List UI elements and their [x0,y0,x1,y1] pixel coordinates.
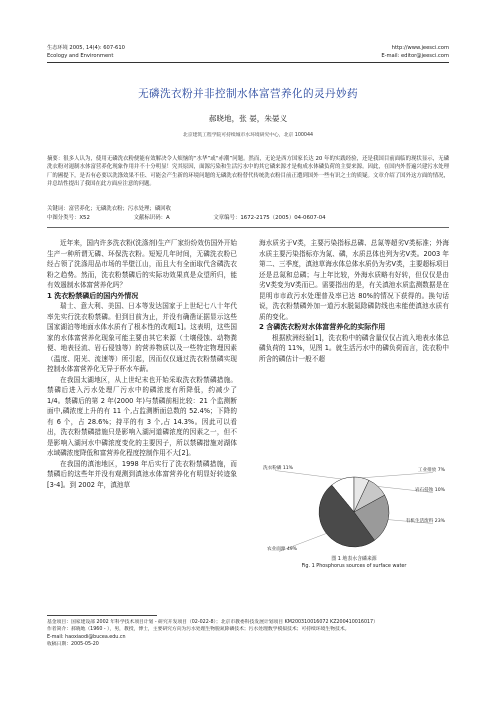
keywords: 关键词：富营养化；无磷洗衣粉；污水处理；磷回收 [47,206,171,212]
paragraph: 海水质劣于Ⅴ类，主要污染指标总磷、总氮等超劣Ⅴ类标准；外海水质主要污染指标亦为氮、磷，水质总体也列为劣Ⅴ类。2003 年第二、三季度，滇池草海水体总体水质仍为劣Ⅴ类，主要超标项目还是总氮和总磷；与上年比较，外海水质略有好转，但仅仅是由劣Ⅴ类变为Ⅴ类而已。需要指出的是，有关滇池水质监测数据是在昆明市市政污水处理普及率已达 80%的情况下获得的。换句话说，洗衣粉禁磷外加一道污水脱氮除磷防线也未能使滇池水质有质的变化。 [259,239,449,321]
figure-caption [259,556,449,569]
header-divider [47,62,449,63]
paragraph: 根据欧洲经验[1]，洗衣粉中的磷含量仅仅占流入地表水体总磷负荷的 11%，见图 1。就生活污水中的磷负荷而言，洗衣粉中所含的磷估计一般不超 [259,333,449,363]
footnotes [47,619,449,649]
section-heading-1: 1 洗衣粉禁磷后的国内外情况 [47,291,139,300]
received-date: 收稿日期：2005-05-20 [47,642,99,648]
pie-label-1: 洗衣粉磷 11% [263,466,294,471]
right-column [259,238,449,364]
journal-citation-cn: 生态环境 2005, 14(4): 607-610 [47,45,125,51]
article-number: 文章编号：1672-2175（2005）04-0607-04 [213,215,326,221]
footnote-divider [47,615,157,616]
abstract-divider [47,227,449,228]
paragraph: 瑞士、意大利、美国、日本等发达国家于上世纪七八十年代率先实行洗衣粉禁磷。但到目前为止，并没有确凿证据显示这些国家湖泊等地面水体水质有了根本性的改观[1]。这表明，这些国家的水体富营养化现象可能主要由其它来源（土壤侵蚀、动物粪便、地表径流、岩石侵蚀等）的营养物质以及一些特定物理因素（温度、阳光、流速等）所引起，因而仅仅通过洗衣粉禁磷实现控制水体富营养化无异于杯水车薪。 [47,302,237,373]
pie-label-4: 有机生活废料 23% [405,519,445,524]
author-note: 作者简介：郝晓地（1960 - ），男，教授，博士，主要研究方向为污水处理生物脱氮除磷技术；污水处理数学模拟技术；可持续环境生物技术。 [47,627,350,633]
abstract: 摘要：很多人认为，使用无磷洗衣粉便能有效解决令人烦恼的“水华”或“赤潮”问题。然而，无论是西方国家长达 20 年的实践经验，还是我国目前面临的现状显示，无磷洗衣粉对遏制水体富营养化现象作用并不十分明显！究其原因，面源污染和生活污水中的其它磷来源才是构成水体磷负荷的主要来源。因此，在国内外普遍兴建污水处理厂的國提下，是否有必要以洗涤效果不佳、可能会产生新的环境问题的无磷洗衣粉替代传统洗衣粉目前正遭到国外一些有识之士的质疑。文章介绍了国外这方面的情况，并总结性提出了我国在此方面应注意的问题。 [47,156,449,187]
pie-label-3: 岩石侵蚀 10% [414,488,445,493]
figure-caption-cn: 图 1 地表水含磷来源 [331,556,377,562]
journal-url[interactable]: http://www.jeesci.com [391,45,449,51]
paper-authors: 郝晓地，张 晏，朱晏义 [208,114,288,123]
fund-note: 基金项目：国家建设部 2002 年科学技术项目计划 - 研究开发项目（02-022-8）；北京市教委科技发展计划项目 KM200310016072 KZ200410016017） [47,620,378,625]
paper-affiliation: 北京建筑工程学院可持续城市水环境研究中心，北京 100044 [182,133,314,138]
journal-email[interactable]: E-mail: editor@jeesci.com [381,53,449,59]
journal-name-en: Ecology and Environment [47,53,114,59]
leader-line-1 [275,471,342,480]
left-column [47,238,237,490]
paragraph: 近年来，国内许多洗衣粉(洗涤剂)生产厂家纷纷效仿国外开始生产一种所谓无磷、环保洗衣粉。短短几年时间，无磷洗衣粉已经占领了洗涤用品市场的半壁江山，而且大有全面取代含磷洗衣粉之趋势。然而，洗衣粉禁磷后的实际功效果真是众望所归，能有效遏制水体富营养化吗？ [47,239,237,289]
document-code: 文献标识码：A [133,215,170,221]
paragraph: 在我国太湖地区，从上世纪末也开始采取洗衣粉禁磷措施。禁磷后进入污水处理厂污水中的磷浓度有所降低，约减少了 1/4。禁磷后的第 2 年(2000 年)与禁磷前相比较：21 个监测断面中,磷浓度上升的有 11 个,占监测断面总数的 52.4%；下降的有 6 个，占 28.6%；持平的有 3 个,占 14.3%。因此可以看出，洗衣粉禁磷措施只是影响入湖河道磷浓度的因素之一，但不是影响入湖河水中磷浓度变化的主要因子，所以禁磷措施对湖体水域磷浓度降低和富营养化程度控制作用不大[2]。 [47,375,237,457]
leader-line-2 [362,473,433,478]
pie-label-2: 工业排放 7% [417,468,445,473]
pie-label-5: 农业面源 49% [267,547,298,552]
classification-line [47,214,449,222]
author-email[interactable]: E-mail: haoxiaodi@bucea.edu.cn [47,634,126,640]
section-heading-2: 2 含磷洗衣粉对水体富营养化的实际作用 [259,323,386,331]
figure-caption-en: Fig. 1 Phosphorus sources of surface water [301,562,407,569]
paragraph: 在我国的滇池地区，1998 年后实行了洗衣粉禁磷措施，而禁磷后的这些年并没有观测到滇池水体富营养化有明显好转迹象[3-4]。到 2002 年，滇池草 [47,459,237,489]
journal-header-left [47,44,125,60]
paper-title: 无磷洗衣粉并非控制水体富营养化的灵丹妙药 [138,88,358,100]
journal-header-right [381,44,449,60]
figure-1 [259,462,449,554]
clc-number: 中图分类号：X52 [47,215,90,221]
pie-chart [259,462,449,554]
